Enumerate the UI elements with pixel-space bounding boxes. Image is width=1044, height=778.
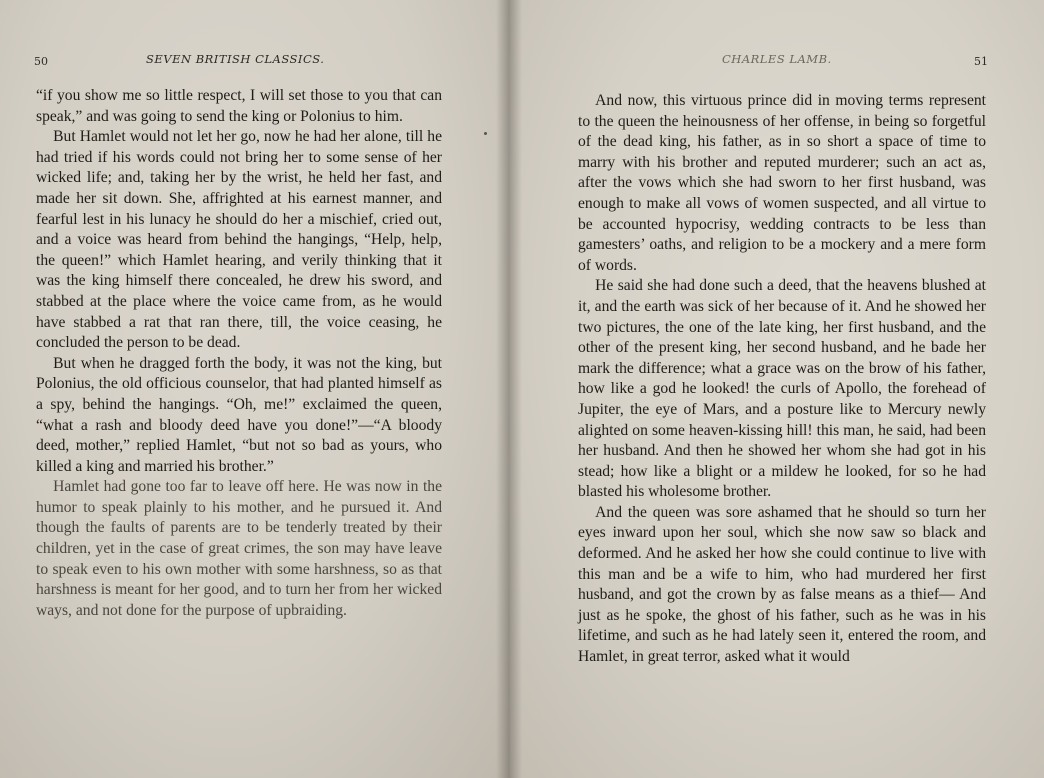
book-gutter xyxy=(496,0,522,778)
paragraph: But Hamlet would not let her go, now he had her alone, till he had tried if his words could not bring her to some sense of her wicked life; and, taking her by the wrist, he held her fast, and made her sit down. She, affrighted at his earnest manner, and fearful lest in his lunacy he should do her a mischief, cried out, and a voice was heard from behind the hangings, “Help, help, the queen!” which Hamlet hearing, and verily thinking that it was the king himself there concealed, he drew his sword, and stabbed at the place where the voice came from, as he would have stabbed a rat that ran there, till, the voice ceasing, he concluded the person to be dead. xyxy=(36,128,442,352)
left-page-text xyxy=(36,86,442,621)
paragraph: And now, this virtuous prince did in moving terms represent to the queen the heinousness of her offense, in being so forgetful of the dead king, his father, as in so short a space of time to marry with his brother and reputed murderer; such an act as, after the vows which she had sworn to her first husband, was enough to make all vows of women suspected, and all virtue to be accounted hypocrisy, wedding contracts to be less than gamesters’ oaths, and religion to be a mockery and a mere form of words. xyxy=(578,92,986,274)
running-head-right: CHARLES LAMB. xyxy=(722,52,832,66)
paragraph: Hamlet had gone too far to leave off here. He was now in the humor to speak plainly to his mother, and he pursued it. And though the faults of parents are to be tenderly treated by their children, yet in the case of great crimes, the son may have leave to speak even to his own mother with some harshness, so as that harshness is meant for her good, and to turn her from her wicked ways, and not done for the purpose of upbraiding. xyxy=(36,478,442,619)
running-head-left: SEVEN BRITISH CLASSICS. xyxy=(146,52,325,66)
paragraph: But when he dragged forth the body, it was not the king, but Polonius, the old officious counselor, that had planted himself as a spy, behind the hangings. “Oh, me!” exclaimed the queen, “what a rash and bloody deed have you done!”—“A bloody deed, mother,” replied Hamlet, “but not so bad as yours, who killed a king and married his brother.” xyxy=(36,354,442,475)
right-page-text xyxy=(578,91,986,668)
paragraph: He said she had done such a deed, that the heavens blushed at it, and the earth was sick of her because of it. And he showed her two pictures, the one of the late king, her first husband, and the other of the present king, her second husband, and he bade her mark the difference; what a grace was on the brow of his father, how like a god he looked! the curls of Apollo, the forehead of Jupiter, the eye of Mars, and a posture like to Mercury newly alighted on some heaven-kissing hill! this man, he said, had been her husband. And then he showed her whom she had got in his stead; how like a blight or a mildew he looked, for so he had blasted his wholesome brother. xyxy=(578,277,986,501)
page-number-right: 51 xyxy=(974,55,988,68)
paragraph: “if you show me so little respect, I will set those to you that can speak,” and was going to send the king or Polonius to him. xyxy=(36,87,442,125)
page-number-left: 50 xyxy=(34,55,48,68)
paper-speck xyxy=(484,132,487,135)
left-page xyxy=(0,0,510,778)
paragraph: And the queen was sore ashamed that he should so turn her eyes inward upon her soul, which she now saw so black and deformed. And he asked her how she could continue to live with this man and be a wife to him, who had murdered her first husband, and got the crown by as false means as a thief— And just as he spoke, the ghost of his father, such as he was in his lifetime, and such as he had lately seen it, entered the room, and Hamlet, in great terror, asked what it would xyxy=(578,503,986,666)
